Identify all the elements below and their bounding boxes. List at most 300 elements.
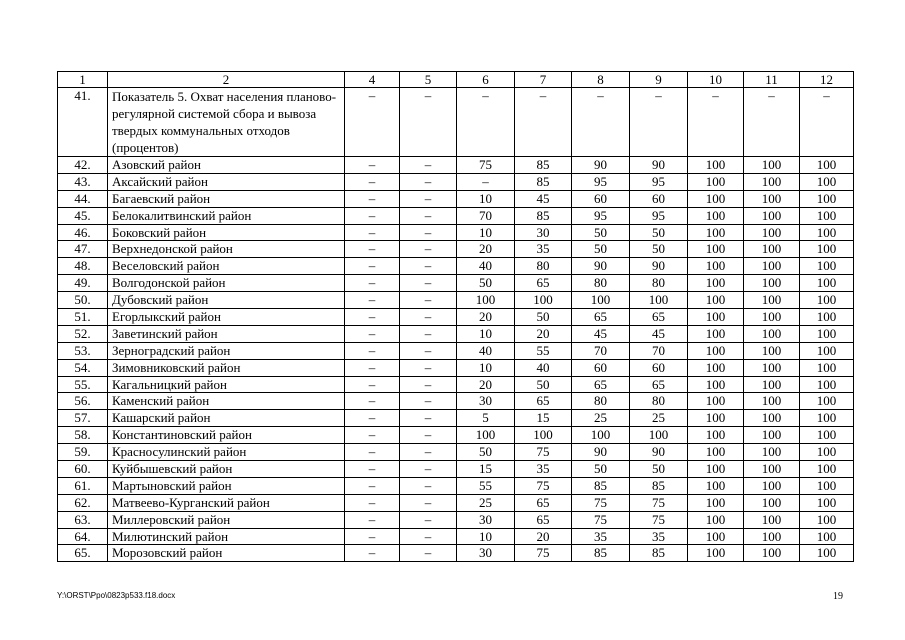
district-name: Миллеровский район	[108, 511, 345, 528]
value-cell: 85	[515, 207, 572, 224]
value-cell: 100	[744, 477, 800, 494]
value-cell: –	[400, 292, 457, 309]
header-row	[58, 72, 854, 88]
value-cell: 100	[744, 224, 800, 241]
row-number: 47.	[58, 241, 108, 258]
value-cell: 100	[515, 292, 572, 309]
value-cell: 50	[572, 461, 630, 478]
value-cell: 20	[515, 528, 572, 545]
value-cell: 95	[630, 173, 688, 190]
table-row	[58, 207, 854, 224]
district-name: Константиновский район	[108, 427, 345, 444]
row-number: 61.	[58, 477, 108, 494]
value-cell: 35	[630, 528, 688, 545]
value-cell: 85	[630, 545, 688, 562]
value-cell: –	[400, 275, 457, 292]
value-cell: 50	[457, 444, 515, 461]
value-cell: –	[688, 88, 744, 157]
value-cell: 95	[630, 207, 688, 224]
value-cell: –	[345, 342, 400, 359]
value-cell: 100	[744, 309, 800, 326]
value-cell: 45	[515, 190, 572, 207]
value-cell: –	[400, 461, 457, 478]
value-cell: 10	[457, 190, 515, 207]
value-cell: 50	[515, 309, 572, 326]
value-cell: 40	[515, 359, 572, 376]
value-cell: 75	[515, 545, 572, 562]
value-cell: –	[345, 207, 400, 224]
table-row	[58, 511, 854, 528]
row-number: 65.	[58, 545, 108, 562]
value-cell: 20	[457, 309, 515, 326]
row-number: 41.	[58, 88, 108, 157]
row-number: 56.	[58, 393, 108, 410]
value-cell: –	[400, 173, 457, 190]
value-cell: 100	[688, 427, 744, 444]
value-cell: 100	[744, 241, 800, 258]
value-cell: 40	[457, 258, 515, 275]
value-cell: 100	[800, 393, 854, 410]
value-cell: 100	[572, 427, 630, 444]
value-cell: –	[345, 309, 400, 326]
value-cell: 85	[572, 545, 630, 562]
header-cell: 6	[457, 72, 515, 88]
table-row	[58, 342, 854, 359]
value-cell: 100	[744, 376, 800, 393]
row-number: 54.	[58, 359, 108, 376]
value-cell: 100	[800, 309, 854, 326]
value-cell: 75	[515, 477, 572, 494]
value-cell: –	[400, 545, 457, 562]
value-cell: 10	[457, 325, 515, 342]
value-cell: 60	[572, 190, 630, 207]
value-cell: 100	[744, 528, 800, 545]
value-cell: 100	[800, 325, 854, 342]
value-cell: 50	[515, 376, 572, 393]
value-cell: 80	[572, 275, 630, 292]
value-cell: 70	[572, 342, 630, 359]
district-name: Егорлыкский район	[108, 309, 345, 326]
value-cell: 50	[572, 224, 630, 241]
indicator-row	[58, 88, 854, 157]
value-cell: 65	[630, 309, 688, 326]
row-number: 50.	[58, 292, 108, 309]
value-cell: 65	[515, 511, 572, 528]
value-cell: –	[345, 241, 400, 258]
district-name: Белокалитвинский район	[108, 207, 345, 224]
header-cell: 1	[58, 72, 108, 88]
district-name: Аксайский район	[108, 173, 345, 190]
value-cell: 50	[630, 461, 688, 478]
value-cell: 80	[572, 393, 630, 410]
value-cell: –	[345, 393, 400, 410]
table-row	[58, 427, 854, 444]
value-cell: 15	[457, 461, 515, 478]
district-name: Кагальницкий район	[108, 376, 345, 393]
header-cell: 12	[800, 72, 854, 88]
table-row	[58, 157, 854, 174]
value-cell: –	[345, 359, 400, 376]
value-cell: –	[457, 88, 515, 157]
district-name: Багаевский район	[108, 190, 345, 207]
value-cell: 45	[630, 325, 688, 342]
value-cell: 90	[630, 157, 688, 174]
value-cell: 100	[688, 275, 744, 292]
value-cell: 95	[572, 173, 630, 190]
header-cell: 7	[515, 72, 572, 88]
value-cell: –	[345, 410, 400, 427]
value-cell: –	[515, 88, 572, 157]
value-cell: 100	[688, 241, 744, 258]
value-cell: 100	[800, 207, 854, 224]
table-row	[58, 545, 854, 562]
row-number: 51.	[58, 309, 108, 326]
value-cell: 30	[457, 511, 515, 528]
value-cell: 100	[800, 342, 854, 359]
value-cell: 100	[800, 494, 854, 511]
value-cell: –	[400, 393, 457, 410]
value-cell: –	[345, 477, 400, 494]
value-cell: 85	[515, 173, 572, 190]
value-cell: –	[400, 224, 457, 241]
district-name: Зимовниковский район	[108, 359, 345, 376]
value-cell: 25	[457, 494, 515, 511]
value-cell: 10	[457, 224, 515, 241]
district-name: Верхнедонской район	[108, 241, 345, 258]
value-cell: 100	[630, 427, 688, 444]
value-cell: 65	[515, 393, 572, 410]
value-cell: 75	[572, 494, 630, 511]
row-number: 52.	[58, 325, 108, 342]
value-cell: 100	[688, 258, 744, 275]
value-cell: 35	[515, 241, 572, 258]
table-row	[58, 309, 854, 326]
value-cell: 50	[630, 224, 688, 241]
value-cell: 70	[457, 207, 515, 224]
value-cell: 100	[688, 342, 744, 359]
row-number: 62.	[58, 494, 108, 511]
district-name: Морозовский район	[108, 545, 345, 562]
value-cell: 15	[515, 410, 572, 427]
table-row	[58, 190, 854, 207]
value-cell: 100	[800, 241, 854, 258]
value-cell: 100	[688, 190, 744, 207]
row-number: 42.	[58, 157, 108, 174]
value-cell: 55	[457, 477, 515, 494]
value-cell: 100	[688, 157, 744, 174]
value-cell: 100	[800, 410, 854, 427]
row-number: 58.	[58, 427, 108, 444]
value-cell: 20	[457, 376, 515, 393]
value-cell: 100	[688, 325, 744, 342]
value-cell: –	[400, 207, 457, 224]
district-name: Мартыновский район	[108, 477, 345, 494]
district-name: Красносулинский район	[108, 444, 345, 461]
value-cell: 100	[800, 275, 854, 292]
value-cell: 90	[630, 258, 688, 275]
value-cell: 65	[572, 376, 630, 393]
value-cell: –	[345, 173, 400, 190]
value-cell: 100	[688, 511, 744, 528]
header-cell: 5	[400, 72, 457, 88]
value-cell: 100	[800, 224, 854, 241]
value-cell: 55	[515, 342, 572, 359]
value-cell: 100	[688, 461, 744, 478]
row-number: 64.	[58, 528, 108, 545]
value-cell: 85	[515, 157, 572, 174]
value-cell: 100	[744, 427, 800, 444]
value-cell: 100	[800, 173, 854, 190]
row-number: 60.	[58, 461, 108, 478]
value-cell: 100	[688, 528, 744, 545]
row-number: 48.	[58, 258, 108, 275]
value-cell: –	[400, 494, 457, 511]
value-cell: 25	[630, 410, 688, 427]
value-cell: –	[400, 477, 457, 494]
value-cell: 100	[744, 325, 800, 342]
footer-file-path: Y:\ORST\Ppo\0823p533.f18.docx	[57, 591, 176, 600]
value-cell: 20	[457, 241, 515, 258]
value-cell: –	[400, 410, 457, 427]
header-cell: 4	[345, 72, 400, 88]
value-cell: 100	[744, 292, 800, 309]
row-number: 43.	[58, 173, 108, 190]
value-cell: 100	[744, 258, 800, 275]
value-cell: –	[345, 258, 400, 275]
value-cell: 100	[744, 173, 800, 190]
district-name: Милютинский район	[108, 528, 345, 545]
value-cell: 100	[800, 461, 854, 478]
value-cell: –	[400, 511, 457, 528]
district-name: Каменский район	[108, 393, 345, 410]
value-cell: –	[345, 376, 400, 393]
value-cell: 100	[688, 359, 744, 376]
table-row	[58, 528, 854, 545]
value-cell: 100	[688, 309, 744, 326]
value-cell: 95	[572, 207, 630, 224]
table-row	[58, 173, 854, 190]
value-cell: –	[400, 359, 457, 376]
value-cell: 50	[572, 241, 630, 258]
table-row	[58, 359, 854, 376]
value-cell: –	[345, 528, 400, 545]
value-cell: 100	[744, 393, 800, 410]
value-cell: 50	[630, 241, 688, 258]
value-cell: 100	[744, 461, 800, 478]
value-cell: 100	[630, 292, 688, 309]
table-row	[58, 241, 854, 258]
value-cell: –	[800, 88, 854, 157]
value-cell: –	[400, 190, 457, 207]
value-cell: 90	[630, 444, 688, 461]
value-cell: 90	[572, 258, 630, 275]
district-name: Кашарский район	[108, 410, 345, 427]
value-cell: 100	[744, 157, 800, 174]
value-cell: 90	[572, 157, 630, 174]
value-cell: 85	[572, 477, 630, 494]
value-cell: 100	[800, 190, 854, 207]
value-cell: –	[457, 173, 515, 190]
table-row	[58, 477, 854, 494]
row-number: 63.	[58, 511, 108, 528]
value-cell: 100	[800, 528, 854, 545]
value-cell: 100	[800, 427, 854, 444]
value-cell: –	[345, 427, 400, 444]
table-row	[58, 461, 854, 478]
header-cell: 10	[688, 72, 744, 88]
value-cell: –	[400, 258, 457, 275]
district-name: Боковский район	[108, 224, 345, 241]
district-name: Волгодонской район	[108, 275, 345, 292]
value-cell: 100	[688, 393, 744, 410]
table-row	[58, 376, 854, 393]
value-cell: –	[400, 427, 457, 444]
value-cell: 20	[515, 325, 572, 342]
row-number: 53.	[58, 342, 108, 359]
value-cell: 100	[744, 511, 800, 528]
district-name: Зерноградский район	[108, 342, 345, 359]
value-cell: 100	[800, 157, 854, 174]
table-row	[58, 325, 854, 342]
value-cell: 100	[688, 224, 744, 241]
value-cell: 100	[800, 359, 854, 376]
value-cell: 80	[630, 275, 688, 292]
value-cell: 60	[630, 359, 688, 376]
value-cell: 85	[630, 477, 688, 494]
value-cell: 75	[630, 494, 688, 511]
value-cell: 100	[744, 359, 800, 376]
value-cell: 80	[515, 258, 572, 275]
value-cell: –	[572, 88, 630, 157]
value-cell: –	[744, 88, 800, 157]
row-number: 49.	[58, 275, 108, 292]
district-name: Матвеево-Курганский район	[108, 494, 345, 511]
value-cell: –	[400, 241, 457, 258]
value-cell: 65	[572, 309, 630, 326]
value-cell: 100	[800, 376, 854, 393]
row-number: 46.	[58, 224, 108, 241]
value-cell: 65	[515, 275, 572, 292]
value-cell: 90	[572, 444, 630, 461]
value-cell: 100	[744, 494, 800, 511]
value-cell: –	[345, 157, 400, 174]
table-row	[58, 393, 854, 410]
district-name: Заветинский район	[108, 325, 345, 342]
value-cell: –	[400, 309, 457, 326]
value-cell: 100	[515, 427, 572, 444]
value-cell: 100	[800, 444, 854, 461]
value-cell: –	[400, 342, 457, 359]
table-row	[58, 494, 854, 511]
value-cell: 100	[688, 444, 744, 461]
value-cell: –	[345, 325, 400, 342]
district-name: Азовский район	[108, 157, 345, 174]
value-cell: 100	[572, 292, 630, 309]
value-cell: 65	[630, 376, 688, 393]
data-table	[57, 71, 854, 562]
value-cell: 30	[457, 545, 515, 562]
header-cell: 8	[572, 72, 630, 88]
value-cell: 65	[515, 494, 572, 511]
value-cell: 100	[800, 545, 854, 562]
row-number: 55.	[58, 376, 108, 393]
value-cell: –	[345, 511, 400, 528]
value-cell: 60	[572, 359, 630, 376]
value-cell: –	[400, 376, 457, 393]
value-cell: –	[345, 494, 400, 511]
value-cell: –	[345, 545, 400, 562]
value-cell: 10	[457, 359, 515, 376]
value-cell: 70	[630, 342, 688, 359]
value-cell: –	[400, 157, 457, 174]
value-cell: 100	[744, 207, 800, 224]
value-cell: 45	[572, 325, 630, 342]
value-cell: –	[345, 292, 400, 309]
value-cell: 100	[744, 190, 800, 207]
header-cell: 11	[744, 72, 800, 88]
value-cell: 100	[800, 511, 854, 528]
value-cell: 100	[744, 545, 800, 562]
value-cell: 100	[800, 477, 854, 494]
value-cell: 100	[688, 173, 744, 190]
value-cell: –	[345, 88, 400, 157]
value-cell: 100	[688, 477, 744, 494]
value-cell: 10	[457, 528, 515, 545]
table-row	[58, 258, 854, 275]
value-cell: 100	[688, 410, 744, 427]
value-cell: 30	[515, 224, 572, 241]
value-cell: –	[345, 444, 400, 461]
value-cell: 30	[457, 393, 515, 410]
value-cell: 100	[688, 292, 744, 309]
value-cell: 100	[744, 275, 800, 292]
table-row	[58, 292, 854, 309]
value-cell: 100	[457, 427, 515, 444]
district-name: Дубовский район	[108, 292, 345, 309]
indicator-title: Показатель 5. Охват населения планово-регулярной системой сбора и вывоза твердых коммунальных отходов (процентов)	[108, 88, 345, 157]
value-cell: 5	[457, 410, 515, 427]
value-cell: –	[345, 224, 400, 241]
value-cell: 80	[630, 393, 688, 410]
value-cell: 75	[515, 444, 572, 461]
value-cell: 100	[688, 207, 744, 224]
value-cell: –	[400, 528, 457, 545]
value-cell: 100	[688, 494, 744, 511]
value-cell: 35	[515, 461, 572, 478]
value-cell: 35	[572, 528, 630, 545]
value-cell: 75	[457, 157, 515, 174]
value-cell: –	[630, 88, 688, 157]
value-cell: 100	[744, 342, 800, 359]
table-row	[58, 444, 854, 461]
header-cell: 9	[630, 72, 688, 88]
value-cell: 100	[688, 545, 744, 562]
value-cell: –	[400, 88, 457, 157]
value-cell: –	[345, 275, 400, 292]
value-cell: 40	[457, 342, 515, 359]
value-cell: 75	[630, 511, 688, 528]
row-number: 57.	[58, 410, 108, 427]
value-cell: –	[400, 325, 457, 342]
value-cell: 100	[744, 444, 800, 461]
value-cell: 100	[744, 410, 800, 427]
value-cell: 60	[630, 190, 688, 207]
table-row	[58, 275, 854, 292]
value-cell: –	[345, 461, 400, 478]
table-row	[58, 224, 854, 241]
value-cell: 50	[457, 275, 515, 292]
value-cell: 100	[688, 376, 744, 393]
